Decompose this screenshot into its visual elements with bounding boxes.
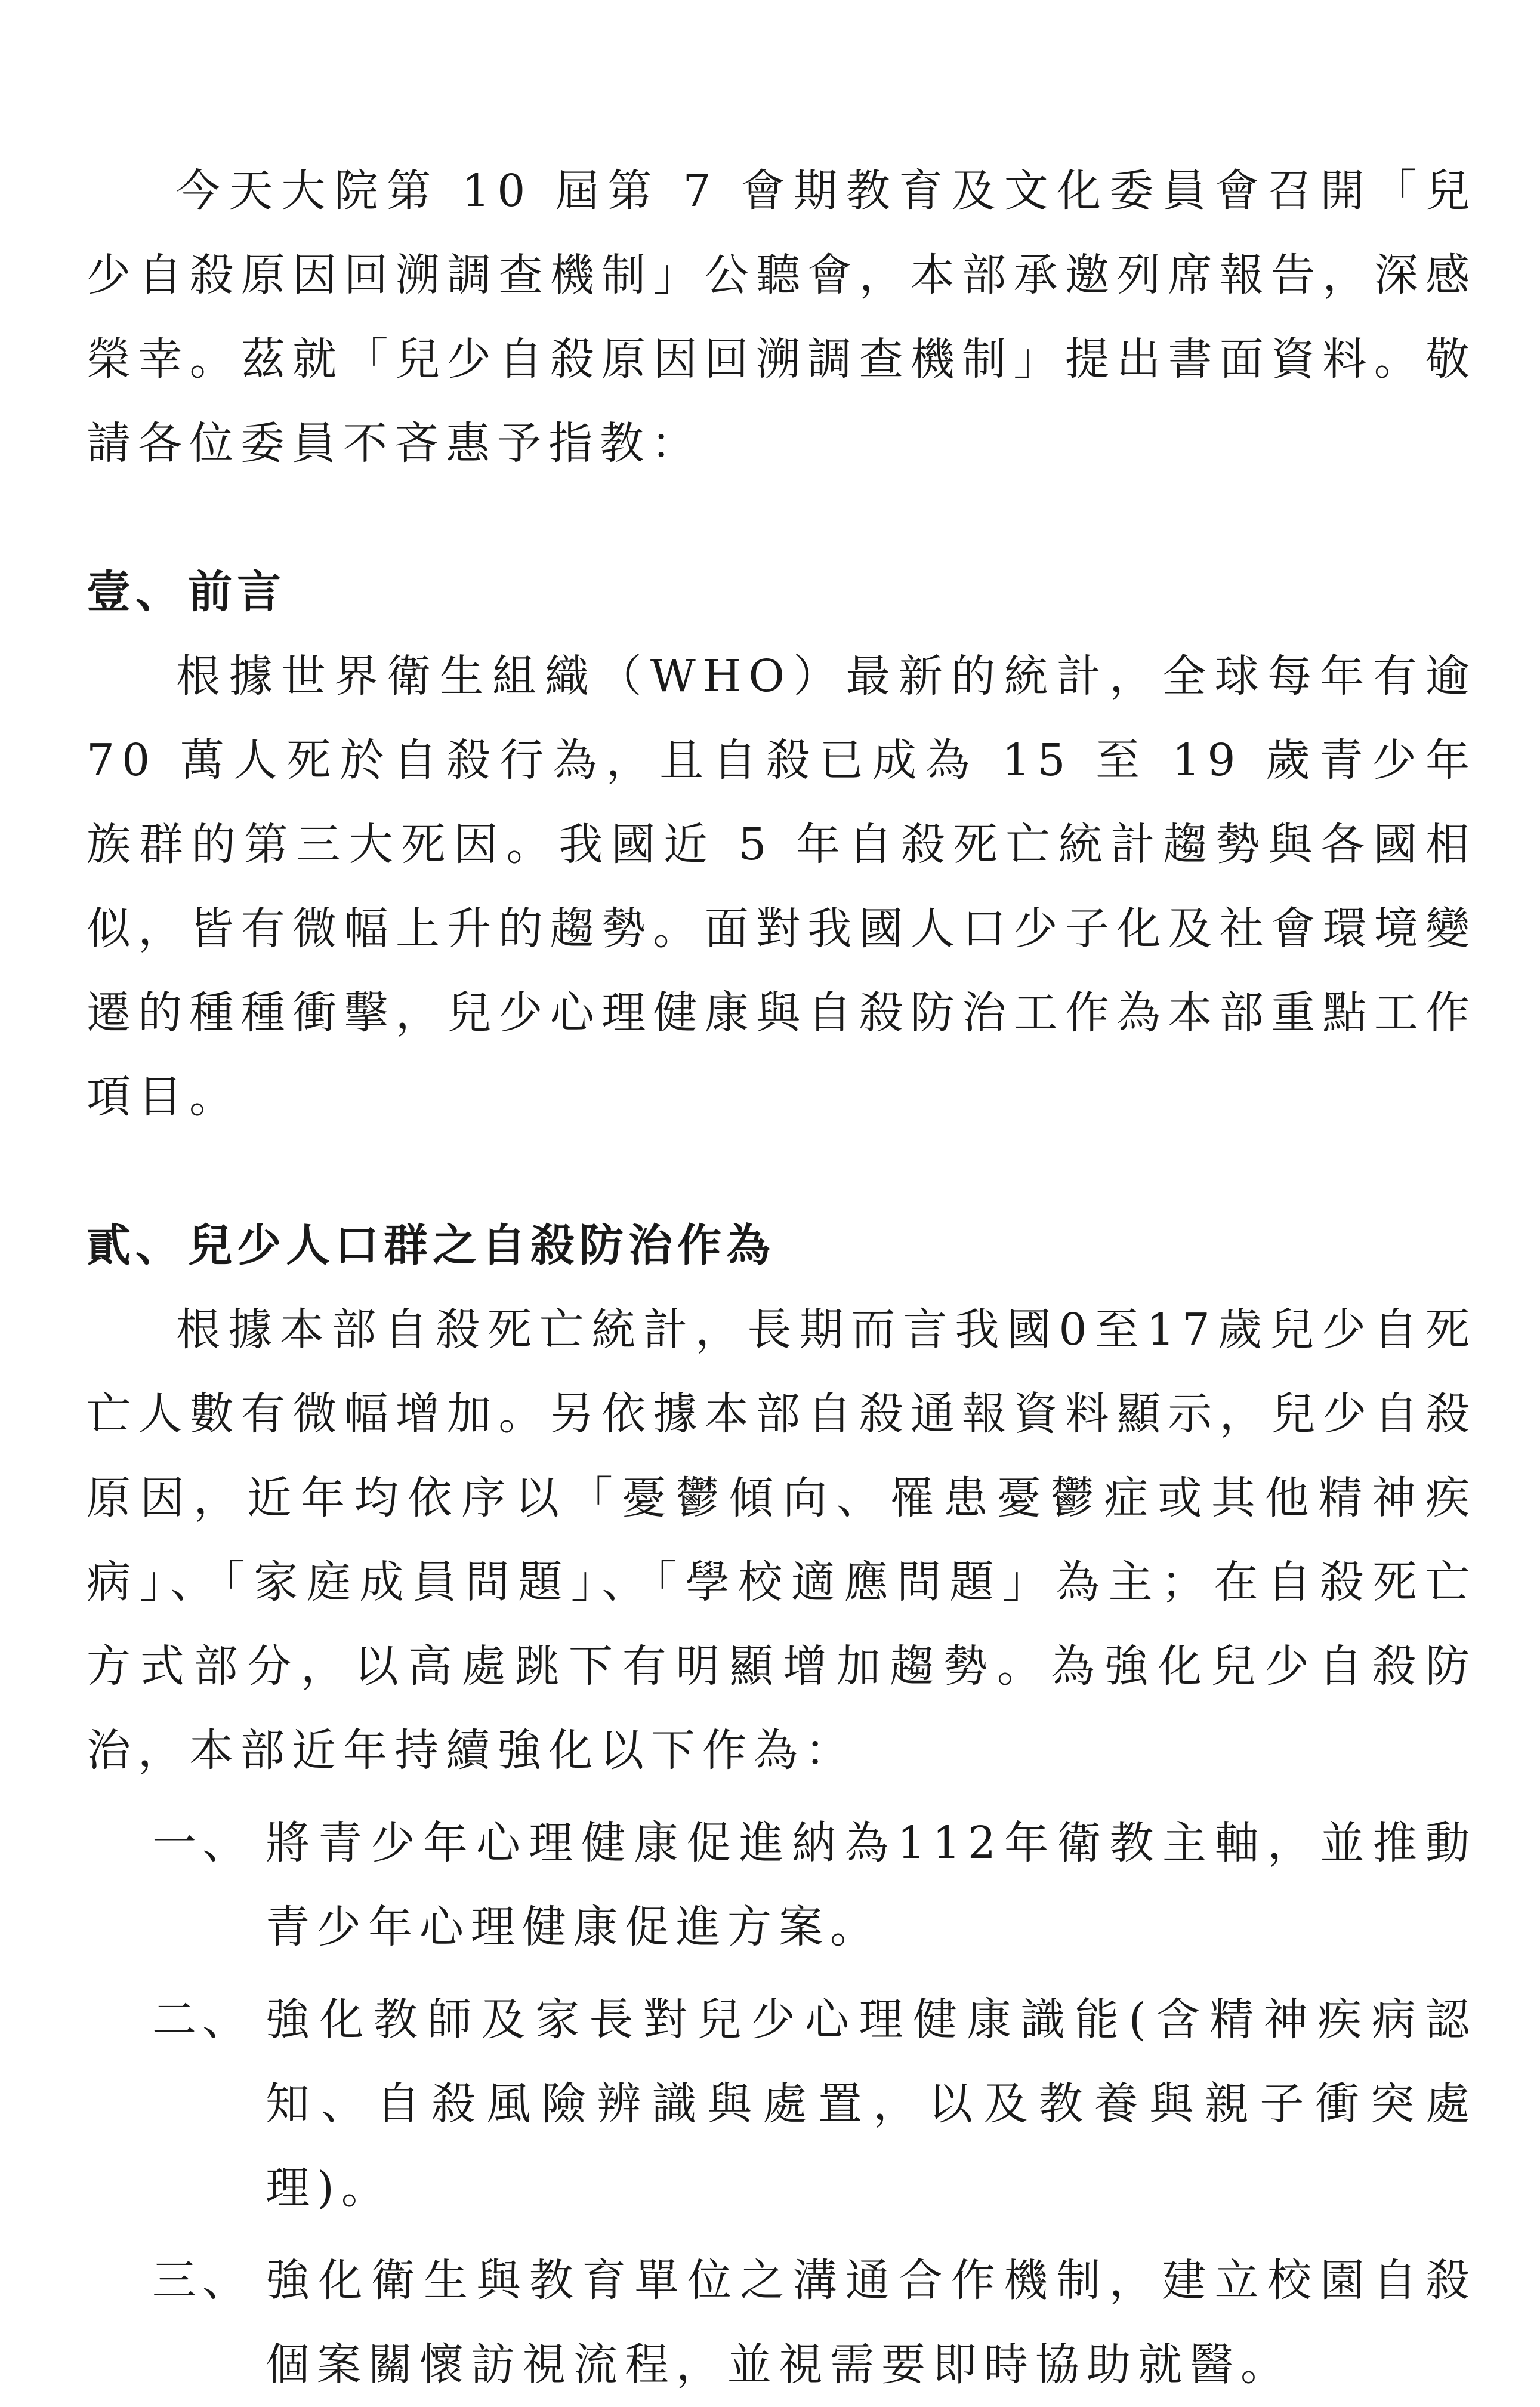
list-item bbox=[87, 1801, 1477, 1970]
list-item-text: 強化衛生與教育單位之溝通合作機制，建立校園自殺個案關懷訪視流程，並視需要即時協助就醫。 bbox=[266, 2255, 1477, 2390]
section-heading-preface bbox=[87, 550, 1477, 634]
document-body bbox=[87, 149, 1477, 2407]
section-number: 貳、 bbox=[87, 1220, 184, 1271]
list-item-text: 強化教師及家長對兒少心理健康識能(含精神疾病認知、自殺風險辨識與處置，以及教養與親子衝突處理)。 bbox=[266, 1994, 1477, 2214]
list-item bbox=[87, 1978, 1477, 2230]
section-gap bbox=[87, 486, 1477, 550]
preface-paragraph: 根據世界衛生組織（WHO）最新的統計，全球每年有逾 70 萬人死於自殺行為，且自殺已成為 15 至 19 歲青少年族群的第三大死因。我國近 5 年自殺死亡統計趨勢與各國相似，皆有微幅上升的趨勢。面對我國人口少子化及社會環境變遷的種種衝擊，兒少心理健康與自殺防治工作為本部重點工作項目。 bbox=[87, 651, 1477, 1123]
section-gap bbox=[87, 1139, 1477, 1204]
prevention-paragraph: 根據本部自殺死亡統計，長期而言我國0至17歲兒少自死亡人數有微幅增加。另依據本部自殺通報資料顯示，兒少自殺原因，近年均依序以「憂鬱傾向、罹患憂鬱症或其他精神疾病」、「家庭成員問題」、「學校適應問題」為主；在自殺死亡方式部分，以高處跳下有明顯增加趨勢。為強化兒少自殺防治，本部近年持續強化以下作為： bbox=[87, 1304, 1477, 1776]
measures-list bbox=[87, 1801, 1477, 2407]
section-title: 兒少人口群之自殺防治作為 bbox=[188, 1220, 775, 1271]
section-heading-prevention bbox=[87, 1204, 1477, 1288]
list-item bbox=[87, 2239, 1477, 2407]
list-item-text: 將青少年心理健康促進納為112年衛教主軸，並推動青少年心理健康促進方案。 bbox=[266, 1817, 1477, 1953]
list-marker: 二、 bbox=[152, 1994, 252, 2045]
intro-paragraph: 今天大院第 10 屆第 7 會期教育及文化委員會召開「兒少自殺原因回溯調查機制」公聽會，本部承邀列席報告，深感榮幸。茲就「兒少自殺原因回溯調查機制」提出書面資料。敬請各位委員不吝惠予指教： bbox=[87, 165, 1477, 469]
section-number: 壹、 bbox=[87, 566, 184, 618]
section-title: 前言 bbox=[188, 566, 286, 618]
list-marker: 一、 bbox=[152, 1817, 252, 1869]
list-marker: 三、 bbox=[152, 2255, 252, 2306]
